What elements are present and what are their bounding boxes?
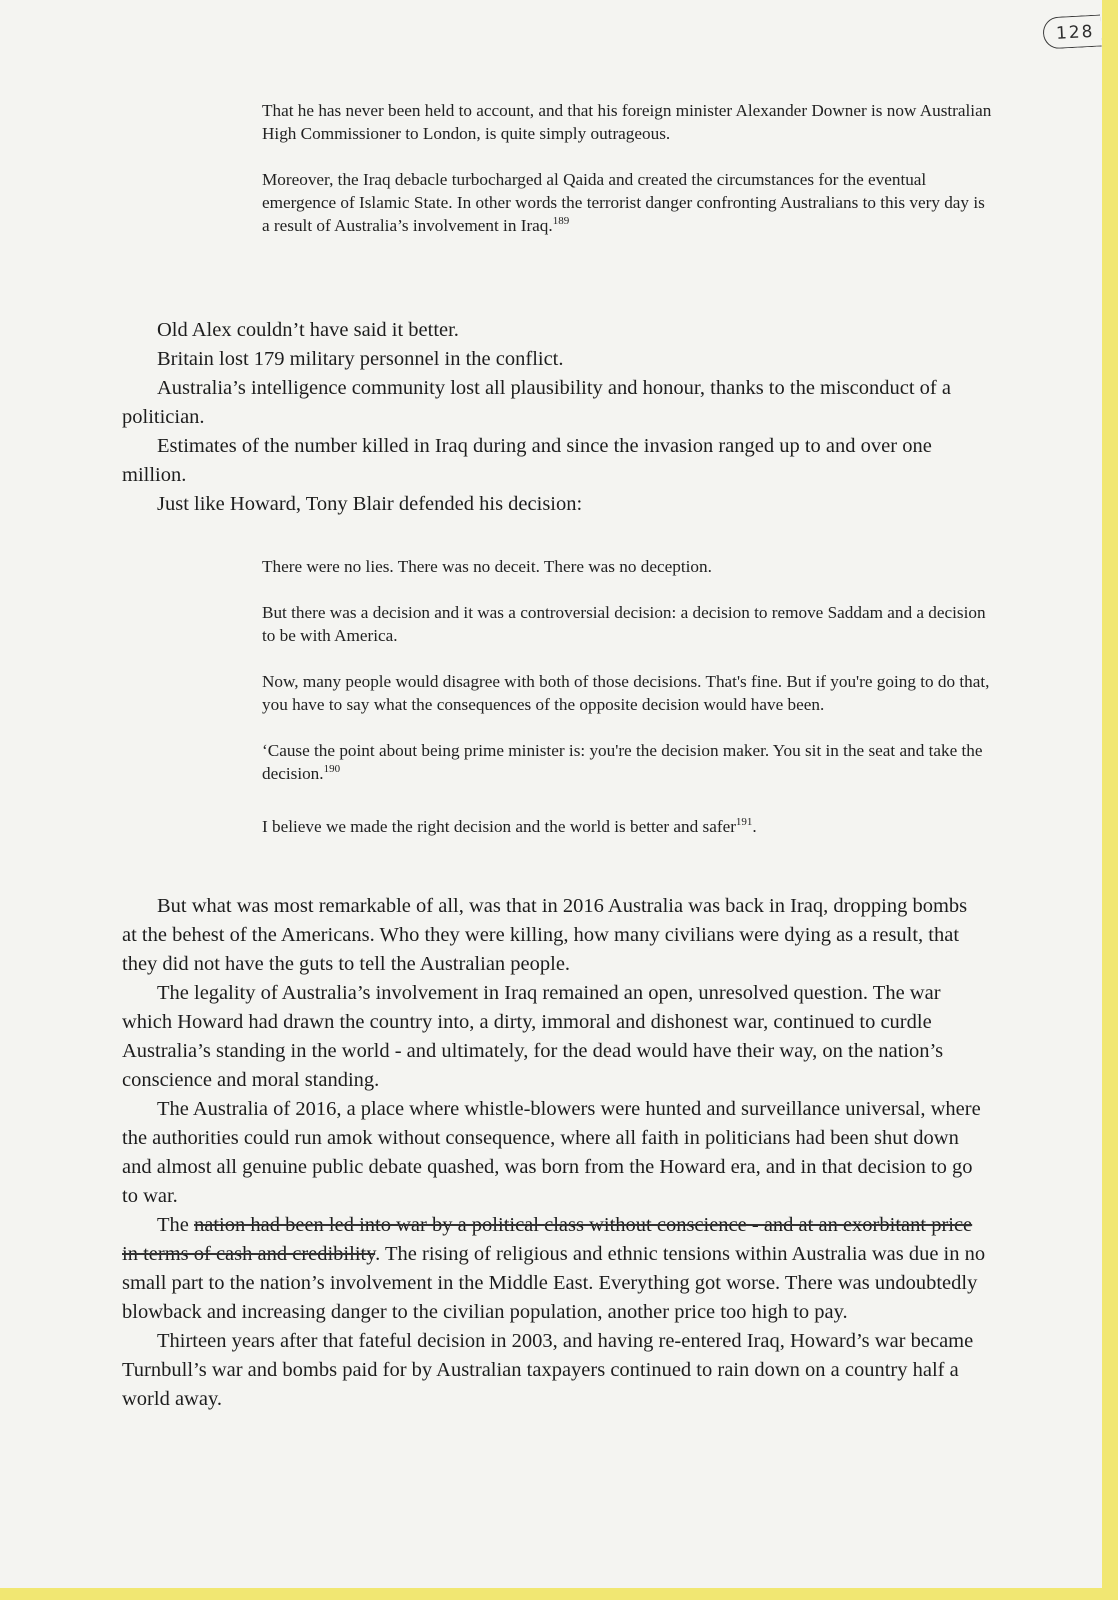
body-text-section-1 bbox=[122, 316, 982, 519]
quote-text: ‘Cause the point about being prime minister is: you're the decision maker. You sit in the seat and take the decision. bbox=[262, 741, 983, 783]
body-text-section-2 bbox=[122, 892, 987, 1414]
footnote-189: 189 bbox=[552, 215, 570, 227]
quote-paragraph: There were no lies. There was no deceit. There was no deception. bbox=[262, 557, 712, 576]
body-paragraph: The Australia of 2016, a place where whistle-blowers were hunted and surveillance universal, where the authorities could run amok without consequence, where all faith in politicians had been shut down and almost all genuine public debate quashed, was born from the Howard era, and in that decision to go to war. bbox=[122, 1098, 981, 1207]
body-paragraph: Britain lost 179 military personnel in the conflict. bbox=[157, 348, 564, 370]
body-paragraph: Just like Howard, Tony Blair defended his decision: bbox=[157, 493, 583, 515]
quote-paragraph bbox=[262, 815, 992, 838]
quote-paragraph bbox=[262, 739, 992, 785]
body-paragraph: Thirteen years after that fateful decision in 2003, and having re-entered Iraq, Howard’s war became Turnbull’s war and bombs paid for by Australian taxpayers continued to rain down on a country half a world away. bbox=[122, 1330, 974, 1410]
footnote-190: 190 bbox=[323, 763, 341, 775]
footnote-191: 191 bbox=[735, 816, 753, 828]
page-number: 128 bbox=[1042, 15, 1102, 50]
struck-through-text: nation had been led into war by a political class without conscience - and at an exorbitant price in terms of cash and credibility bbox=[122, 1214, 973, 1265]
quote-block-blair bbox=[262, 555, 992, 838]
quote-text: Moreover, the Iraq debacle turbocharged al Qaida and created the circumstances for the eventual emergence of Islamic State. In other words the terrorist danger confronting Australians to this very day is a result of Australia’s involvement in Iraq. bbox=[262, 170, 985, 235]
quote-paragraph bbox=[262, 168, 992, 237]
quote-paragraph: That he has never been held to account, and that his foreign minister Alexander Downer is now Australian High Commissioner to London, is quite simply outrageous. bbox=[262, 101, 992, 143]
body-paragraph: The legality of Australia’s involvement in Iraq remained an open, unresolved question. The war which Howard had drawn the country into, a dirty, immoral and dishonest war, continued to curdle Australia’s standing in the world - and ultimately, for the dead would have their way, on the nation’s conscience and moral standing. bbox=[122, 982, 944, 1091]
body-paragraph bbox=[122, 1211, 987, 1327]
body-paragraph: Estimates of the number killed in Iraq during and since the invasion ranged up to and over one million. bbox=[122, 435, 932, 486]
quote-text: I believe we made the right decision and the world is better and safer bbox=[262, 817, 736, 836]
quote-paragraph: But there was a decision and it was a controversial decision: a decision to remove Saddam and a decision to be with America. bbox=[262, 603, 986, 645]
body-text: The bbox=[157, 1214, 194, 1236]
body-paragraph: Australia’s intelligence community lost all plausibility and honour, thanks to the misconduct of a politician. bbox=[122, 377, 951, 428]
body-paragraph: But what was most remarkable of all, was that in 2016 Australia was back in Iraq, dropping bombs at the behest of the Americans. Who they were killing, how many civilians were dying as a result, that they did not have the guts to tell the Australian people. bbox=[122, 895, 968, 975]
quote-block-downer bbox=[262, 99, 992, 237]
quote-end: . bbox=[752, 817, 757, 836]
quote-paragraph: Now, many people would disagree with both of those decisions. That's fine. But if you're going to do that, you have to say what the consequences of the opposite decision would have been. bbox=[262, 672, 990, 714]
body-paragraph: Old Alex couldn’t have said it better. bbox=[157, 319, 459, 341]
body-text: . The rising of religious and ethnic tensions within Australia was due in no small part to the nation’s involvement in the Middle East. Everything got worse. There was undoubtedly blowback and increasing danger to the civilian population, another price too high to pay. bbox=[122, 1243, 986, 1323]
